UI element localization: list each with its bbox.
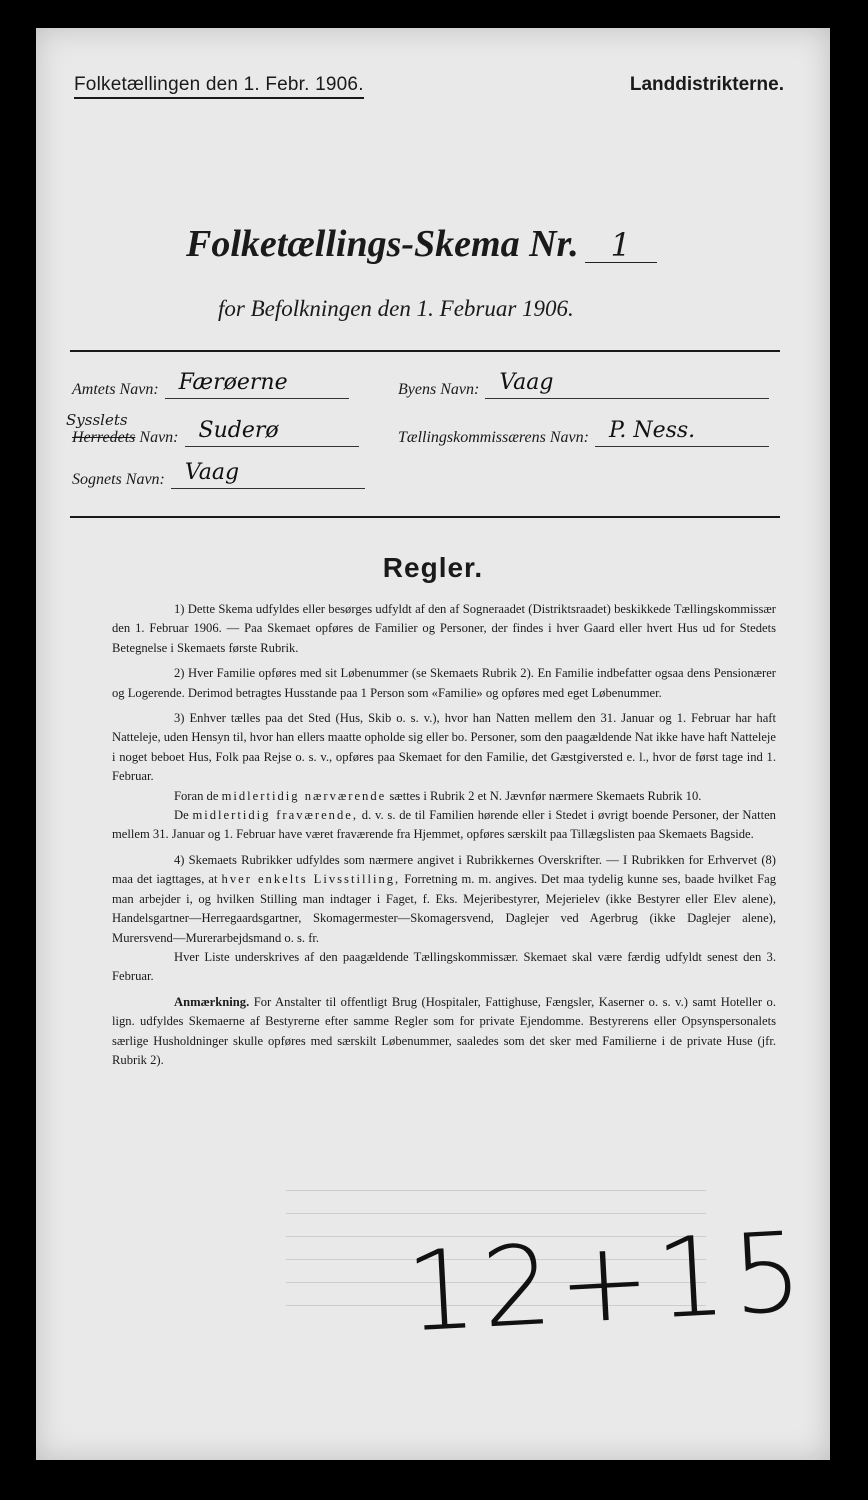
divider-top (70, 350, 780, 352)
rule-5: Hver Liste underskrives af den paagældende Tællingskommissær. Skemaet skal være færdig udfyldt senest den 3. Februar. (112, 949, 776, 984)
amt-label: Amtets Navn: (72, 381, 159, 398)
note-label: Anmærkning. (174, 994, 250, 1009)
form-title (186, 222, 657, 266)
rule-3b (112, 787, 776, 806)
byen-value: Vaag (485, 372, 769, 399)
rule-3c (112, 806, 776, 845)
sogn-value: Vaag (171, 462, 365, 489)
rule-4-pre: 4) Skemaets Rubrikker udfyldes som nærmere angivet i Rubrikkernes Overskrifter. — I Rubrikken for Erhvervet (8) maa det iagttages, at (112, 852, 776, 887)
rule-1: 1) Dette Skema udfyldes eller besørges udfyldt af den af Sogneraadet (Distriktsraadet) beskikkede Tællingskommissær den 1. Februar 1906. — Paa Skemaet opføres de Familier og Personer, der findes i hver Gaard eller hvert Hus ud for Stedets Betegnelse i Skemaets første Rubrik. (112, 602, 776, 655)
kommissaer-field (398, 420, 769, 447)
rule-3b-spaced: midlertidig nærværende (221, 788, 387, 803)
herred-value: Suderø (185, 420, 359, 447)
census-header-left: Folketællingen den 1. Febr. 1906. (74, 74, 364, 99)
herred-field (66, 411, 359, 447)
rule-3c-post: d. v. s. de til Familien hørende eller i Stedet i øvrigt boende Personer, der Natten mellem 31. Januar og 1. Februar have været fraværende fra Hjemmet, opføres særskilt paa Tillægslisten paa Skemaets Bagside. (112, 808, 776, 842)
rule-3: 3) Enhver tælles paa det Sted (Hus, Skib o. s. v.), hvor han Natten mellem den 31. Januar og 1. Februar har haft Natteleje, uden Hensyn til, hvor han ellers maatte opholde sig eller bo. Personer, som den paagældende Nat ikke have haft Natteleje i noget beboet Hus, Folk paa Rejse o. s. v., opføres paa Skemaet for den Familie, det Gæstgiversted e. l., hvor de først tage ind 1. Februar. (112, 711, 776, 784)
kommissaer-value: P. Ness. (595, 420, 769, 447)
sogn-label: Sognets Navn: (72, 471, 165, 488)
byen-field (398, 372, 769, 399)
amt-value: Færøerne (165, 372, 349, 399)
rules-title: Regler. (382, 552, 484, 583)
rule-3b-post: sættes i Rubrik 2 et N. Jævnfør nærmere Skemaets Rubrik 10. (389, 788, 702, 803)
byen-label: Byens Navn: (398, 381, 480, 398)
rule-4-post: Forretning m. m. angives. Det maa tydelig kunne ses, baade hvilket Fag man arbejder i, og hvilken Stilling man indtager i Faget, f. Eks. Mejeribestyrer, Mejerielev (ikke Bestyrer eller Elev alene), Handelsgartner—Herregaardsgartner, Skomagermester—Skomagersvend, Daglejer ved Agerbrug (ikke Daglejer alene), Murersvend—Murerarbejdsmand o. s. fr. (112, 872, 777, 945)
rule-3c-spaced: midlertidig fraværende, (192, 808, 359, 823)
handwritten-total: 12+15 (402, 1207, 812, 1357)
rule-2: 2) Hver Familie opføres med sit Løbenummer (se Skemaets Rubrik 2). En Familie indbefatter ogsaa dens Pensionærer og Logerende. Derimod betragtes Husstande paa 1 Person som «Familie» og opføres med eget Løbenummer. (112, 666, 776, 700)
herred-label-group (66, 411, 179, 447)
census-form-page (36, 28, 830, 1460)
rule-3c-pre: De (174, 808, 189, 823)
rules-text (112, 600, 776, 1076)
kommissaer-label: Tællingskommissærens Navn: (398, 429, 589, 446)
rule-4 (112, 851, 776, 948)
herred-overwrite: Sysslets (66, 411, 128, 429)
rule-3b-pre: Foran de (174, 788, 219, 803)
divider-bottom (70, 516, 780, 518)
amt-field (72, 372, 349, 399)
sogn-field (72, 462, 365, 489)
form-subtitle: for Befolkningen den 1. Februar 1906. (218, 296, 574, 321)
form-title-text: Folketællings-Skema Nr. (186, 223, 579, 265)
census-header-right: Landdistrikterne. (629, 74, 784, 95)
rule-note (112, 993, 776, 1071)
herred-label: Navn: (139, 429, 179, 446)
herred-label-struck: Herredets (72, 429, 136, 446)
note-text: For Anstalter til offentligt Brug (Hospitaler, Fattighuse, Fængsler, Kaserner o. s. v.) samt Hoteller o. lign. udfyldes Skemaerne af Bestyrerne efter samme Regler som for private Ejendomme. Bestyrerens eller Opsynspersonalets særlige Husholdninger skulle opføres med særskilt Løbenummer, saaledes som det sker med Familierne i de private Huse (jfr. Rubrik 2). (112, 994, 776, 1067)
form-number: 1 (585, 232, 657, 263)
rule-4-spaced: hver enkelts Livsstilling, (221, 872, 401, 887)
